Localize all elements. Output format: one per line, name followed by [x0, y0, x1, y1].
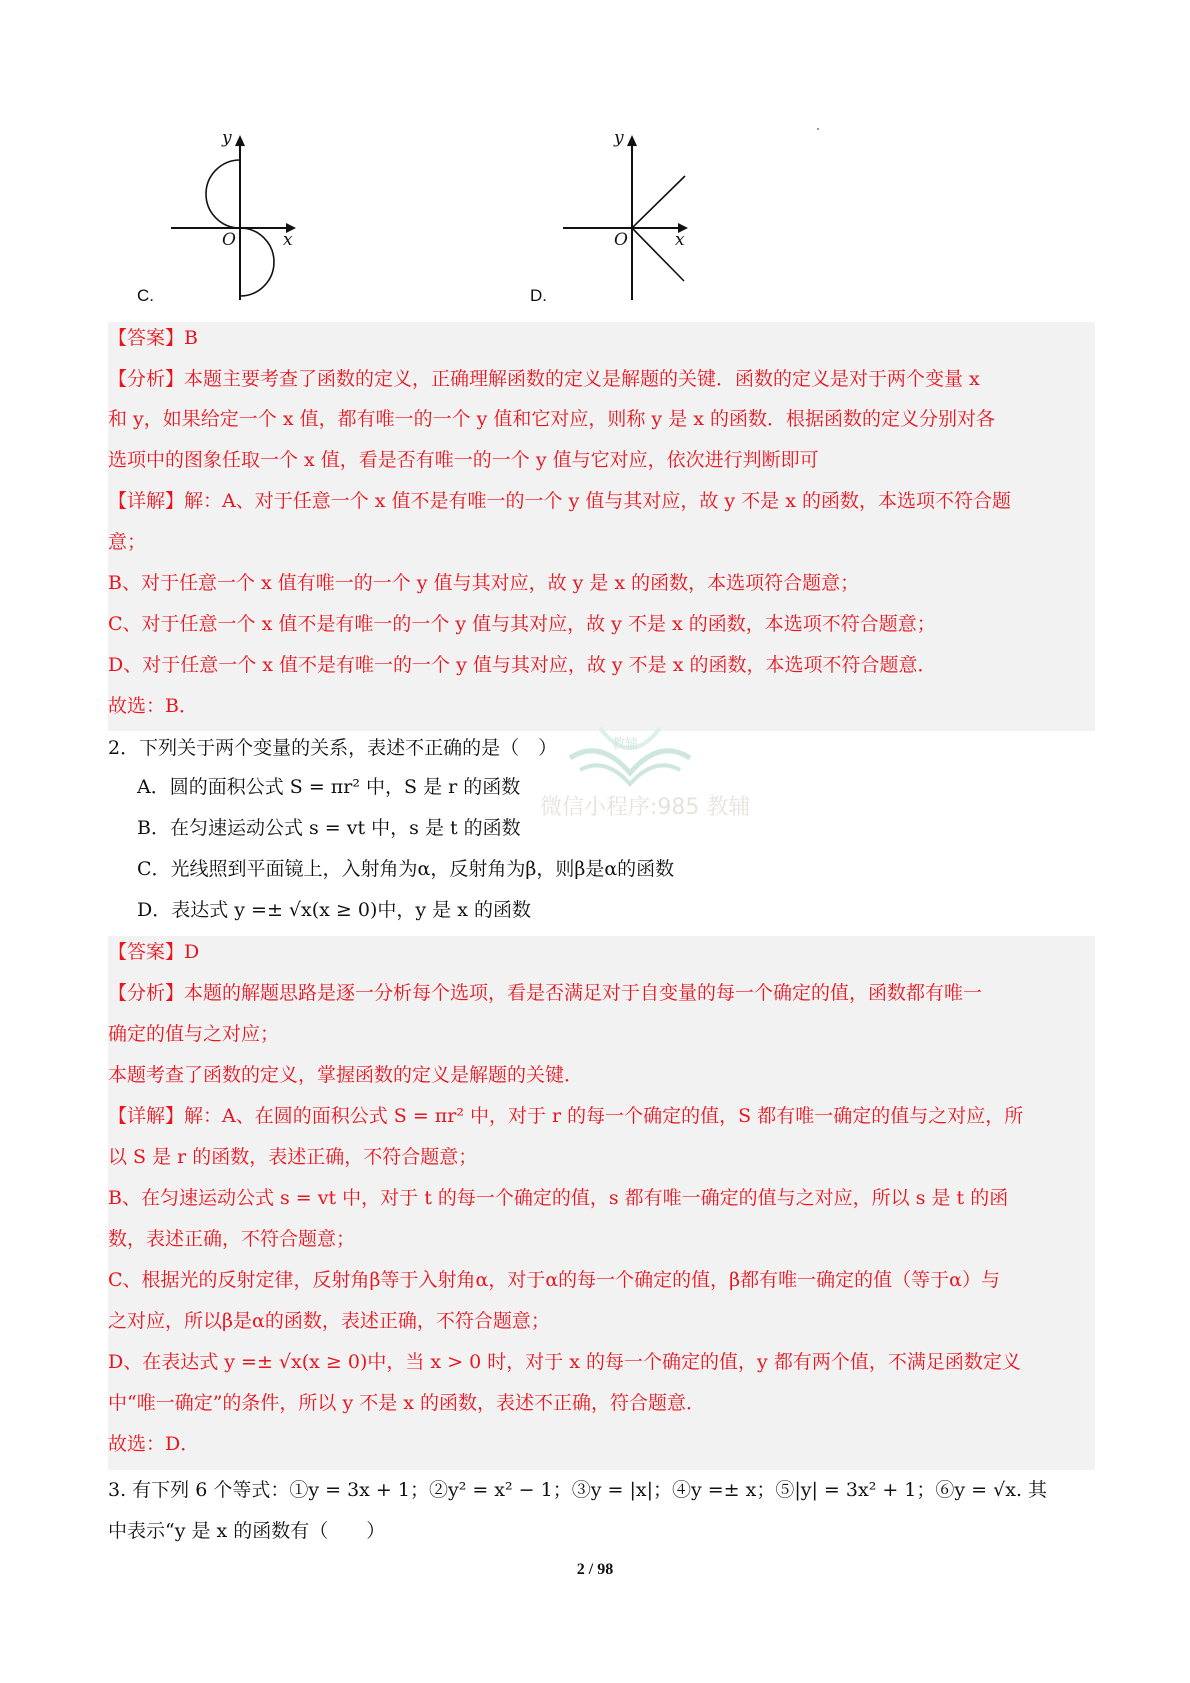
- book-logo-icon: [560, 718, 700, 798]
- q1-detail-line-4: C、对于任意一个 x 值不是有唯一的一个 y 值与其对应，故 y 不是 x 的函数，本选项不符合题意；: [108, 613, 936, 635]
- graph-c-plot-icon: [150, 130, 320, 300]
- option-text: 表达式 y =± √x(x ≥ 0)中，y 是 x 的函数: [171, 899, 531, 921]
- analysis-text: 本题的解题思路是逐一分析每个选项，看是否满足对于自变量的每一个确定的值，函数都有唯一: [184, 982, 983, 1004]
- answer-tag: 【答案】: [108, 941, 185, 963]
- option-text: 在匀速运动公式 s = vt 中，s 是 t 的函数: [169, 817, 521, 839]
- q1-analysis-line-3: 选项中的图象任取一个 x 值，看是否有唯一的一个 y 值与它对应，依次进行判断即可: [108, 449, 819, 471]
- graph-d-option-label: D.: [530, 286, 547, 305]
- graph-d-y-label: y: [614, 128, 624, 148]
- analysis-text: 本题主要考查了函数的定义，正确理解函数的定义是解题的关键．函数的定义是对于两个变量 x: [184, 368, 980, 390]
- graph-c-origin-label: O: [222, 230, 236, 250]
- q1-detail-line-3: B、对于任意一个 x 值有唯一的一个 y 值与其对应，故 y 是 x 的函数，本选项符合题意；: [108, 572, 860, 594]
- q3-stem-line-1: 3. 有下列 6 个等式：①y = 3x + 1；②y² = x² − 1；③y = |x|；④y =± x；⑤|y| = 3x² + 1；⑥y = √x. 其: [108, 1479, 1048, 1501]
- q2-analysis-line-3: 本题考查了函数的定义，掌握函数的定义是解题的关键．: [108, 1064, 584, 1086]
- graph-c-x-label: x: [283, 230, 293, 250]
- detail-text: 解：A、在圆的面积公式 S = πr² 中，对于 r 的每一个确定的值，S 都有唯一确定的值与之对应，所: [184, 1105, 1024, 1127]
- q2-detail-line-5: C、根据光的反射定律，反射角β等于入射角α，对于α的每一个确定的值，β都有唯一确定的值（等于α）与: [108, 1269, 1001, 1291]
- q1-answer-line: [108, 325, 198, 351]
- q1-detail-line-2: 意；: [108, 531, 147, 553]
- detail-text: 解：A、对于任意一个 x 值不是有唯一的一个 y 值与其对应，故 y 不是 x 的函数，本选项不符合题: [184, 490, 1011, 512]
- q2-detail-line-4: 数，表述正确，不符合题意；: [108, 1228, 356, 1250]
- q1-conclusion: 故选：B．: [108, 695, 198, 717]
- answer-value: B: [184, 327, 198, 349]
- q2-analysis-line-2: 确定的值与之对应；: [108, 1023, 280, 1045]
- q2-answer-line: [108, 939, 199, 965]
- answer-value: D: [184, 941, 200, 963]
- q2-option-c: [137, 856, 674, 882]
- option-label: D．: [137, 899, 172, 921]
- answer-tag: 【答案】: [108, 327, 185, 349]
- graph-d-origin-label: O: [614, 230, 628, 250]
- svg-text:教辅: 教辅: [612, 737, 639, 752]
- graph-d-plot-icon: [542, 130, 712, 300]
- q3-stem-line-2: 中表示“y 是 x 的函数有（ ）: [108, 1520, 386, 1542]
- q2-detail-line-3: B、在匀速运动公式 s = vt 中，对于 t 的每一个确定的值，s 都有唯一确定的值与之对应，所以 s 是 t 的函: [108, 1187, 1009, 1209]
- option-label: C．: [137, 858, 171, 880]
- option-label: B．: [137, 817, 170, 839]
- q2-detail-line-6: 之对应，所以β是α的函数，表述正确，不符合题意；: [108, 1310, 550, 1332]
- q2-analysis-line-1: [108, 980, 982, 1006]
- q2-detail-line-8: 中“唯一确定”的条件，所以 y 不是 x 的函数，表述不正确，符合题意．: [108, 1392, 706, 1414]
- option-text: 圆的面积公式 S = πr² 中，S 是 r 的函数: [169, 776, 521, 798]
- option-label: A．: [137, 776, 170, 798]
- watermark-text: 微信小程序:985 教辅: [540, 795, 751, 820]
- q2-stem: 2．下列关于两个变量的关系，表述不正确的是（ ）: [108, 737, 558, 759]
- q2-option-d: [137, 897, 531, 923]
- graph-c: [150, 130, 320, 304]
- detail-tag: 【详解】: [108, 490, 185, 512]
- stray-mark: [817, 128, 819, 130]
- graph-c-option-label: C.: [137, 286, 154, 305]
- q2-detail-line-7: D、在表达式 y =± √x(x ≥ 0)中，当 x > 0 时，对于 x 的每一个确定的值，y 都有两个值，不满足函数定义: [108, 1351, 1021, 1373]
- q2-conclusion: 故选：D．: [108, 1433, 200, 1455]
- page-number: 2 / 98: [576, 1561, 614, 1578]
- q1-detail-line-1: [108, 488, 1011, 514]
- q1-analysis-line-1: [108, 366, 980, 392]
- detail-tag: 【详解】: [108, 1105, 185, 1127]
- graph-d-x-label: x: [675, 230, 685, 250]
- q2-option-b: [137, 815, 521, 841]
- graph-c-y-label: y: [222, 128, 232, 148]
- q2-option-a: [137, 774, 520, 800]
- graph-d: [542, 130, 712, 304]
- q1-analysis-line-2: 和 y，如果给定一个 x 值，都有唯一的一个 y 值和它对应，则称 y 是 x 的函数．根据函数的定义分别对各: [108, 408, 995, 430]
- q2-detail-line-2: 以 S 是 r 的函数，表述正确，不符合题意；: [108, 1146, 478, 1168]
- analysis-tag: 【分析】: [108, 982, 185, 1004]
- q2-detail-line-1: [108, 1103, 1023, 1129]
- option-text: 光线照到平面镜上，入射角为α，反射角为β，则β是α的函数: [170, 858, 675, 880]
- analysis-tag: 【分析】: [108, 368, 185, 390]
- q1-detail-line-5: D、对于任意一个 x 值不是有唯一的一个 y 值与其对应，故 y 不是 x 的函数，本选项不符合题意．: [108, 654, 937, 676]
